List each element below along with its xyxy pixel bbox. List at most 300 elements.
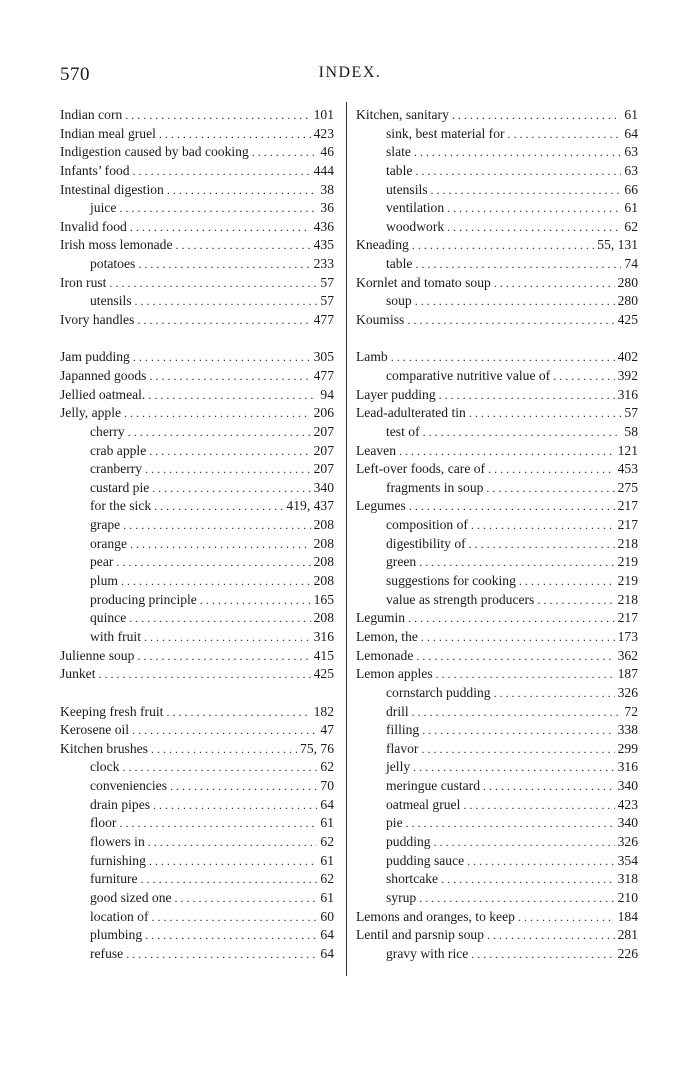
index-entry <box>356 236 638 255</box>
index-subentry <box>60 777 334 796</box>
index-subentry <box>60 889 334 908</box>
entry-term: cornstarch pudding <box>386 684 491 700</box>
dot-leader <box>494 274 615 293</box>
entry-pages: 415 <box>313 647 334 663</box>
entry-pages: 392 <box>617 367 638 383</box>
entry-term: utensils <box>90 293 132 309</box>
entry-term: location of <box>90 908 149 924</box>
dot-leader <box>137 647 310 666</box>
dot-leader <box>423 423 622 442</box>
dot-leader <box>152 479 310 498</box>
dot-leader <box>123 516 310 535</box>
index-subentry <box>60 609 334 628</box>
index-subentry <box>60 572 334 591</box>
index-subentry <box>60 945 334 964</box>
entry-term: sink, best material for <box>386 125 505 141</box>
dot-leader <box>99 665 311 684</box>
dot-leader <box>467 852 614 871</box>
entry-pages: 207 <box>313 423 334 439</box>
index-subentry <box>60 292 334 311</box>
entry-term: utensils <box>386 181 428 197</box>
dot-leader <box>537 591 614 610</box>
dot-leader <box>422 721 614 740</box>
dot-leader <box>126 945 317 964</box>
entry-term: pear <box>90 554 114 570</box>
entry-term: pie <box>386 815 403 831</box>
index-subentry <box>356 777 638 796</box>
index-subentry <box>356 945 638 964</box>
index-subentry <box>356 684 638 703</box>
entry-term: Lemonade <box>356 647 414 663</box>
index-subentry <box>356 758 638 777</box>
dot-leader <box>483 777 615 796</box>
index-subentry <box>356 125 638 144</box>
index-entry <box>60 703 334 722</box>
dot-leader <box>419 889 614 908</box>
entry-term: Leaven <box>356 442 396 458</box>
entry-term: test of <box>386 423 420 439</box>
dot-leader <box>413 758 614 777</box>
entry-pages: 218 <box>617 535 638 551</box>
entry-term: Keeping fresh fruit <box>60 703 164 719</box>
entry-pages: 64 <box>624 125 638 141</box>
entry-term: meringue custard <box>386 778 480 794</box>
entry-pages: 425 <box>617 312 638 328</box>
dot-leader <box>141 870 318 889</box>
index-entry <box>60 740 334 759</box>
entry-term: Legumes <box>356 498 406 514</box>
index-subentry <box>60 870 334 889</box>
index-entry <box>356 386 638 405</box>
index-subentry <box>60 908 334 927</box>
dot-leader <box>149 367 310 386</box>
dot-leader <box>116 553 310 572</box>
entry-term: Indian meal gruel <box>60 125 156 141</box>
index-subentry <box>356 181 638 200</box>
entry-term: pudding sauce <box>386 852 465 868</box>
entry-term: Legumin <box>356 610 406 626</box>
index-entry <box>60 236 334 255</box>
entry-term: Jelly, apple <box>60 405 122 421</box>
index-entry <box>356 442 638 461</box>
entry-term: Kneading <box>356 237 409 253</box>
entry-pages: 219 <box>617 554 638 570</box>
dot-leader <box>471 945 614 964</box>
index-subentry <box>356 796 638 815</box>
dot-leader <box>154 497 283 516</box>
entry-pages: 61 <box>320 815 334 831</box>
entry-term: Kitchen brushes <box>60 740 148 756</box>
dot-leader <box>252 143 318 162</box>
entry-pages: 70 <box>320 778 334 794</box>
index-entry <box>60 162 334 181</box>
index-entry <box>60 386 334 405</box>
dot-leader <box>170 777 317 796</box>
entry-pages: 165 <box>313 591 334 607</box>
entry-pages: 340 <box>313 479 334 495</box>
dot-leader <box>159 125 311 144</box>
dot-leader <box>471 516 615 535</box>
index-subentry <box>356 423 638 442</box>
entry-pages: 64 <box>320 796 334 812</box>
dot-leader <box>109 274 317 293</box>
entry-pages: 281 <box>617 927 638 943</box>
entry-pages: 362 <box>617 647 638 663</box>
entry-pages: 61 <box>624 200 638 216</box>
index-subentry <box>356 367 638 386</box>
dot-leader <box>145 926 317 945</box>
entry-pages: 340 <box>617 778 638 794</box>
dot-leader <box>519 572 615 591</box>
entry-pages: 280 <box>617 274 638 290</box>
index-entry <box>60 125 334 144</box>
index-subentry <box>60 628 334 647</box>
entry-term: gravy with rice <box>386 945 469 961</box>
page-number: 570 <box>60 64 90 85</box>
index-entry <box>356 274 638 293</box>
dot-leader <box>553 367 614 386</box>
entry-pages: 62 <box>320 833 334 849</box>
entry-term: Kornlet and tomato soup <box>356 274 491 290</box>
dot-leader <box>436 665 615 684</box>
entry-pages: 340 <box>617 815 638 831</box>
dot-leader <box>421 740 614 759</box>
entry-term: with fruit <box>90 628 141 644</box>
index-entry <box>60 311 334 330</box>
dot-leader <box>153 796 317 815</box>
entry-term: grape <box>90 517 121 533</box>
entry-pages: 280 <box>617 293 638 309</box>
entry-term: Lentil and parsnip soup <box>356 927 484 943</box>
index-subentry <box>356 870 638 889</box>
dot-leader <box>494 684 615 703</box>
dot-leader <box>144 628 311 647</box>
entry-pages: 326 <box>617 684 638 700</box>
dot-leader <box>149 442 310 461</box>
dot-leader <box>176 236 311 255</box>
entry-term: oatmeal gruel <box>386 796 461 812</box>
entry-pages: 208 <box>313 517 334 533</box>
index-subentry <box>356 162 638 181</box>
entry-pages: 62 <box>624 218 638 234</box>
index-subentry <box>356 292 638 311</box>
index-entry <box>356 404 638 423</box>
entry-pages: 66 <box>624 181 638 197</box>
entry-pages: 62 <box>320 871 334 887</box>
index-subentry <box>60 926 334 945</box>
entry-term: refuse <box>90 945 124 961</box>
entry-term: Jellied oatmeal. <box>60 386 146 402</box>
dot-leader <box>148 833 318 852</box>
dot-leader <box>431 181 622 200</box>
dot-leader <box>130 535 311 554</box>
dot-leader <box>415 292 615 311</box>
index-entry <box>356 609 638 628</box>
entry-term: Japanned goods <box>60 367 147 383</box>
entry-pages: 419, 437 <box>286 498 334 514</box>
index-entry <box>60 143 334 162</box>
dot-leader <box>129 609 310 628</box>
dot-leader <box>434 833 615 852</box>
dot-leader <box>119 814 317 833</box>
entry-term: flavor <box>386 740 419 756</box>
dot-leader <box>518 908 615 927</box>
index-entry <box>356 647 638 666</box>
index-entry <box>60 181 334 200</box>
index-subentry <box>356 703 638 722</box>
entry-pages: 435 <box>313 237 334 253</box>
index-subentry <box>356 218 638 237</box>
index-entry <box>356 628 638 647</box>
dot-leader <box>121 572 311 591</box>
dot-leader <box>487 926 615 945</box>
entry-pages: 477 <box>313 367 334 383</box>
dot-leader <box>148 386 317 405</box>
entry-pages: 61 <box>320 889 334 905</box>
entry-term: Indian corn <box>60 107 123 122</box>
entry-term: composition of <box>386 517 468 533</box>
entry-term: drill <box>386 703 409 719</box>
entry-term: Kerosene oil <box>60 722 130 738</box>
dot-leader <box>132 721 317 740</box>
entry-term: good sized one <box>90 889 172 905</box>
index-entry <box>356 311 638 330</box>
entry-pages: 217 <box>617 517 638 533</box>
dot-leader <box>508 125 622 144</box>
entry-pages: 57 <box>320 274 334 290</box>
entry-pages: 187 <box>617 666 638 682</box>
entry-pages: 60 <box>320 908 334 924</box>
index-subentry <box>60 460 334 479</box>
index-subentry <box>60 796 334 815</box>
entry-term: syrup <box>386 889 417 905</box>
entry-pages: 354 <box>617 852 638 868</box>
dot-leader <box>399 442 615 461</box>
entry-term: potatoes <box>90 256 136 272</box>
entry-pages: 58 <box>624 423 638 439</box>
dot-leader <box>488 460 615 479</box>
entry-term: soup <box>386 293 412 309</box>
index-column-right <box>356 106 638 963</box>
index-entry <box>356 926 638 945</box>
dot-leader <box>415 162 621 181</box>
entry-term: conveniencies <box>90 778 167 794</box>
entry-pages: 218 <box>617 591 638 607</box>
entry-term: Lemons and oranges, to keep <box>356 908 515 924</box>
entry-pages: 219 <box>617 573 638 589</box>
index-subentry <box>60 591 334 610</box>
entry-pages: 38 <box>320 181 334 197</box>
entry-term: Layer pudding <box>356 386 436 402</box>
index-entry <box>356 460 638 479</box>
index-subentry <box>60 497 334 516</box>
entry-pages: 64 <box>320 945 334 961</box>
entry-pages: 444 <box>313 162 334 178</box>
index-subentry <box>60 255 334 274</box>
dot-leader <box>138 255 310 274</box>
entry-pages: 208 <box>313 573 334 589</box>
entry-pages: 233 <box>313 256 334 272</box>
entry-pages: 299 <box>617 740 638 756</box>
dot-leader <box>408 609 615 628</box>
entry-pages: 173 <box>617 628 638 644</box>
entry-term: drain pipes <box>90 796 151 812</box>
dot-leader <box>149 852 318 871</box>
entry-pages: 208 <box>313 554 334 570</box>
entry-term: ventilation <box>386 200 445 216</box>
index-subentry <box>356 889 638 908</box>
index-subentry <box>356 516 638 535</box>
entry-term: crab apple <box>90 442 147 458</box>
entry-pages: 74 <box>624 256 638 272</box>
entry-term: furniture <box>90 871 138 887</box>
dot-leader <box>166 703 310 722</box>
entry-term: cranberry <box>90 461 143 477</box>
index-entry <box>60 665 334 684</box>
entry-term: plumbing <box>90 927 143 943</box>
entry-term: comparative nutritive value of <box>386 367 551 383</box>
dot-leader <box>407 311 614 330</box>
index-subentry <box>356 591 638 610</box>
entry-term: Ivory handles <box>60 312 135 328</box>
index-entry <box>60 404 334 423</box>
dot-leader <box>124 404 311 423</box>
entry-term: suggestions for cooking <box>386 573 516 589</box>
index-subentry <box>60 199 334 218</box>
entry-pages: 423 <box>313 125 334 141</box>
dot-leader <box>469 404 622 423</box>
entry-term: Lamb <box>356 349 388 365</box>
entry-pages: 453 <box>617 461 638 477</box>
dot-leader <box>125 106 310 125</box>
dot-leader <box>406 814 615 833</box>
entry-term: slate <box>386 144 411 160</box>
entry-pages: 425 <box>313 666 334 682</box>
index-entry <box>60 348 334 367</box>
dot-leader <box>452 106 622 125</box>
index-subentry <box>60 442 334 461</box>
entry-term: juice <box>90 200 117 216</box>
dot-leader <box>391 348 615 367</box>
entry-pages: 46 <box>320 144 334 160</box>
entry-pages: 36 <box>320 200 334 216</box>
entry-pages: 217 <box>617 498 638 514</box>
entry-term: table <box>386 256 413 272</box>
dot-leader <box>412 236 594 255</box>
entry-term: Invalid food <box>60 218 127 234</box>
dot-leader <box>447 218 621 237</box>
entry-term: table <box>386 162 413 178</box>
entry-pages: 423 <box>617 796 638 812</box>
dot-leader <box>409 497 615 516</box>
index-subentry <box>60 516 334 535</box>
entry-pages: 121 <box>617 442 638 458</box>
entry-term: jelly <box>386 759 411 775</box>
entry-term: furnishing <box>90 852 146 868</box>
entry-term: green <box>386 554 417 570</box>
dot-leader <box>463 796 614 815</box>
dot-leader <box>175 889 318 908</box>
dot-leader <box>167 181 318 200</box>
index-subentry <box>356 479 638 498</box>
entry-pages: 208 <box>313 535 334 551</box>
entry-pages: 47 <box>320 722 334 738</box>
index-column-left <box>60 106 334 963</box>
index-entry <box>60 218 334 237</box>
entry-term: producing principle <box>90 591 197 607</box>
entry-pages: 207 <box>313 461 334 477</box>
entry-pages: 184 <box>617 908 638 924</box>
index-entry <box>60 274 334 293</box>
entry-term: floor <box>90 815 117 831</box>
entry-pages: 305 <box>313 349 334 365</box>
index-entry <box>60 647 334 666</box>
entry-term: Irish moss lemonade <box>60 237 173 253</box>
entry-term: Left-over foods, care of <box>356 461 486 477</box>
entry-term: filling <box>386 722 420 738</box>
dot-leader <box>145 460 311 479</box>
index-subentry <box>356 572 638 591</box>
entry-pages: 63 <box>624 162 638 178</box>
index-entry <box>356 348 638 367</box>
index-subentry <box>60 852 334 871</box>
entry-pages: 436 <box>313 218 334 234</box>
index-subentry <box>356 814 638 833</box>
dot-leader <box>416 647 614 666</box>
entry-term: fragments in soup <box>386 479 484 495</box>
page-title: INDEX. <box>318 64 382 81</box>
column-divider <box>346 102 347 976</box>
index-subentry <box>60 758 334 777</box>
dot-leader <box>122 758 317 777</box>
entry-term: value as strength producers <box>386 591 535 607</box>
dot-leader <box>414 143 621 162</box>
index-subentry <box>356 833 638 852</box>
entry-term: Infants’ food <box>60 162 130 178</box>
dot-leader <box>133 348 311 367</box>
entry-term: Indigestion caused by bad cooking <box>60 144 249 160</box>
entry-pages: 402 <box>617 349 638 365</box>
entry-pages: 55, 131 <box>597 237 638 253</box>
entry-pages: 61 <box>320 852 334 868</box>
dot-leader <box>421 628 615 647</box>
entry-pages: 94 <box>320 386 334 402</box>
entry-term: Junket <box>60 666 96 682</box>
entry-pages: 207 <box>313 442 334 458</box>
entry-pages: 208 <box>313 610 334 626</box>
entry-term: quince <box>90 610 127 626</box>
entry-term: orange <box>90 535 127 551</box>
entry-term: custard pie <box>90 479 150 495</box>
dot-leader <box>441 870 615 889</box>
entry-term: pudding <box>386 833 431 849</box>
dot-leader <box>119 199 317 218</box>
entry-pages: 316 <box>617 759 638 775</box>
index-subentry <box>356 535 638 554</box>
dot-leader <box>128 423 311 442</box>
entry-pages: 62 <box>320 759 334 775</box>
index-subentry <box>356 721 638 740</box>
entry-pages: 275 <box>617 479 638 495</box>
entry-term: Kitchen, sanitary <box>356 107 449 122</box>
entry-term: Lemon, the <box>356 628 418 644</box>
entry-pages: 63 <box>624 144 638 160</box>
entry-term: Iron rust <box>60 274 107 290</box>
index-subentry <box>356 553 638 572</box>
dot-leader <box>135 292 318 311</box>
dot-leader <box>200 591 311 610</box>
dot-leader <box>151 740 297 759</box>
